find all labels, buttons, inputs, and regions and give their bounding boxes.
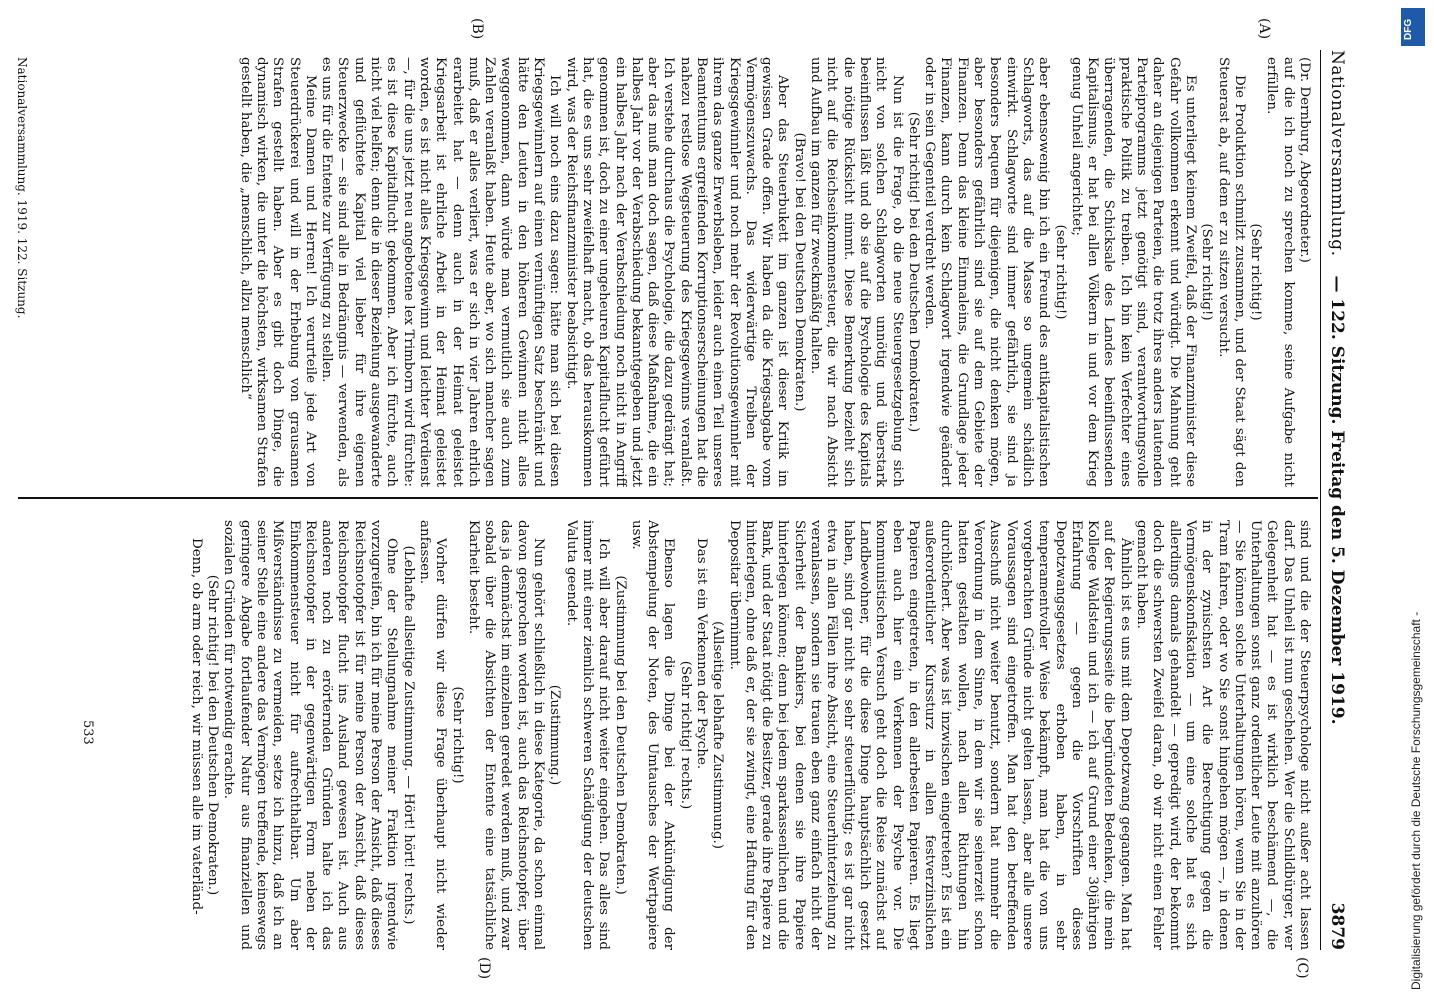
interjection: (Sehr richtig!) <box>449 686 465 784</box>
header-title: Nationalversammlung. <box>1327 50 1347 257</box>
margin-letter-c: (C) <box>1294 957 1310 979</box>
header-page-number: 3879 <box>1327 902 1347 950</box>
paragraph: Nun ist die Frage, ob die neue Steuergesetzgebung sich nicht von solchen Schlagworten unnötig und überstark beeinflussen läßt und ob sie auf die Psychologie des Kapitals die nötige Rücksicht nimmt. Diese Bemerkung bezieht sich nicht auf die Reichseinkommensteuer, die wir nach Absicht und Aufbau im ganzen für zweckmäßig halten. <box>808 57 905 487</box>
funding-note: Digitalisierung gefördert durch die Deutsche Forschungsgemeinschaft - <box>1409 611 1423 990</box>
signature-mark: 533 <box>80 720 95 745</box>
page-header <box>1320 50 1355 950</box>
paragraph: Das ist ein Verkennen der Psyche. <box>694 538 710 770</box>
interjection: (Sehr richtig! rechts.) <box>677 660 693 810</box>
paragraph: Ich will noch eins dazu sagen: hätte man sich bei diesen Kriegsgewinnlern auf einen vernünftigen Satz beschränkt und hätte den Leuten in den höheren Gewinnen nicht alles weggenommen, dann würde man vermutlich sie auch zum Zahlen veranlaßt haben. Heute aber, wo sich mancher sagen muß, daß er alles verliert, was er sich in vier Jahren ehrlich erarbeitet hat — denn auch in der Heimat geleistet Kriegsarbeit ist ehrliche Arbeit in der Heimat geleistet worden, es ist nicht alles Kriegsgewinn und leichter Verdienst —, für die uns jetzt neu angebotene lex Trimborn wird fürchte: es ist diese Kapitalflucht gekommen. Aber ich fürchte, auch nicht viel helfen; denn die in dieser Beziehung ausgewanderte und geflüchtete Kapital viel lieber für ihre eigenen Steuerzwecke — sie sind alle in Bedrängnis — verwenden, als es uns für die Entente zur Verfügung zu stellen. <box>319 57 563 487</box>
paragraph: Ebenso lagen die Dinge bei der Ankündigung der Abstempelung der Noten, des Umtausches der Wertpapiere usw. <box>628 520 677 950</box>
interjection: (Zustimmung bei den Deutschen Demokraten.) <box>612 575 628 895</box>
paragraph: sind und die der Steuerpsychologe nicht außer acht lassen darf. Das Unheil ist nun geschehen. Wer die Schildbürger, wer Gelegenheit hat — es ist wirklich beschämend —, die Unterhaltungen sonst ganz ordentlicher Leute mit anzuhören — Sie können solche Unterhaltungen hören, wenn Sie in der Tram fahren, oder wo Sie sonst hingehen mögen —, in denen in der zynischsten Art die Berechtigung gegen die Vermögenskonfiskation — um eine solche hat es sich allerdings damals gehandelt — gepredigt wird, der bekommt doch die schwersten Zweifel daran, ob wir nicht einen Fehler gemacht haben. <box>1134 520 1312 950</box>
rotated-page <box>10 0 1390 1000</box>
paragraph: Aber das Steuerbukett im ganzen ist dieser Kritik im gewissen Grade offen. Wir haben da die Kriegsabgabe vom Vermögenszuwachs. Das widerwärtige Treiben der Kriegsgewinnler und noch mehr der Revolutionsgewinnler mit ihrem das ganze Erwerbsleben, leider auch einen Teil unseres Beamtentums ergreifenden Korruptionserscheinungen hat die nahezu restlose Wegsteuerung des Kriegsgewinns veranlaßt. Ich verstehe durchaus die Psychologie, die dazu gedrängt hat; aber das muß man doch sagen, daß diese Maßnahme, die ein halbes Jahr vor der Verabschiedung bekanntgegeben und jetzt ein halbes Jahr nach der Verabschiedung noch nicht in Angriff genommen ist, doch zu einer ungeheuren Kapitalflucht geführt hat, die es uns sehr zweifelhaft macht, ob das herauskommen wird, was der Reichsfinanzminister beabsichtigt. <box>563 57 791 487</box>
paragraph: Es unterliegt keinem Zweifel, daß der Finanzminister diese Gefahr vollkommen erkennt und würdigt. Die Mahnung geht daher an diejenigen Parteien, die trotz ihres anders lautenden Parteiprogramms jetzt genötigt sind, verantwortungsvolle praktische Politik zu treiben. Ich bin kein Verfechter eines überragenden, die Schicksale des Landes beeinflussenden Kapitalismus, er hat bei allen Völkern in und vor dem Krieg genug Unheil angerichtet; <box>1068 57 1198 487</box>
speaker-line: (Dr. Dernburg, Abgeordneter.) <box>1297 57 1312 263</box>
page-footer: Nationalversammlung. 1919. 122. Sitzung. <box>15 57 29 319</box>
interjection: (sehr richtig!) <box>1052 224 1068 320</box>
dfg-logo-icon: DFG <box>1401 8 1425 46</box>
paragraph: Meine Damen und Herren! Ich verurteile jede Art von Steuerdrückerei und will in der Erhebung von grausamen Strafen gestellt haben. Aber es gibt doch Dinge, die dynamisch wirken, die unter die höchsten, wirksamen Strafen gestellt haben, die „menschlich, allzu menschlich“ <box>237 57 318 487</box>
left-column <box>12 57 1312 487</box>
paragraph: Die Produktion schmilzt zusammen, und der Staat sägt den Steuerast ab, auf dem er zu sitzen versucht. <box>1215 57 1247 487</box>
paragraph: Ich will aber darauf nicht weiter eingehen. Das alles sind immer mit einer ziemlich schweren Schädigung der deutschen Valuta geendet. <box>563 520 612 950</box>
margin-letter-a: (A) <box>1256 18 1272 40</box>
paragraph: Ähnlich ist es uns mit dem Depotzwang gegangen. Man hat auf der Regierungsseite die begründeten Bedenken, die mein Kollege Waldstein und ich — ich auf Grund einer 30jährigen Erfahrung — gegen die Vorschriften dieses Depotzwangsgesetzes erhoben haben, in sehr temperamentvoller Weise bekämpft, man hat die von uns vorgebrachten Gründe nicht gelten lassen, aber alle unsere Voraussagen sind eingetroffen. Man hat den betreffenden Ausschuß nicht weiter benutzt, sondern hat nunmehr die Verordnung in dem Sinne, in dem wir sie seinerzeit schon hatten gestalten wollen, nach allen Richtungen hin durchlöchert. Aber was ist inzwischen eingetreten? Es ist ein außerordentlicher Kurssturz in allen festverzinslichen Papieren eingetreten, in den allerbesten Papieren. Es liegt eben auch hier ein Verkennen der Psyche vor. Die kommunistischen Versuch geht doch die Reise zunächst auf Landbewohner, für die diese Dinge hauptsächlich gesetzt haben, sind gar nicht so sehr steuerflüchtig; es ist gar nicht etwa in allen Fällen ihre Absicht, eine Steuerhinterziehung zu veranlassen, sondern sie trauen eben ganz einfach nicht der Sicherheit der Bankiers, bei denen sie ihre Papiere hinterlegen können; denn bei jedem sparkassenlichen und die Bank, und der Staat nötigt die Besitzer, gerade ihre Papiere zu hinterlegen, ohne daß er, der sie zwingt, eine Haftung für den Depositar übernimmt. <box>726 520 1133 950</box>
paragraph: Nun gehört schließlich in diese Kategorie, da schon einmal davon gesprochen worden ist, auch das Reichsnotopfer, über das ja demnächst im einzelnen geredet werden muß, und zwar sobald über die Absichten der Entente eine tatsächliche Klarheit besteht. <box>465 520 547 950</box>
interjection: (Sehr richtig!) <box>1248 223 1264 321</box>
margin-letter-d: (D) <box>476 957 492 980</box>
digitization-sidenote <box>1397 0 1434 1000</box>
interjection: (Sehr richtig! bei den Deutschen Demokraten.) <box>905 111 921 433</box>
interjection: (Allseitige lebhafte Zustimmung.) <box>710 620 726 850</box>
paragraph: auf die ich noch zu sprechen komme, seine Aufgabe nicht erfüllen. <box>1264 57 1296 487</box>
header-session-date: — 122. Sitzung. Freitag den 5. Dezember 1919. <box>1327 275 1347 725</box>
margin-letter-b: (B) <box>469 18 485 40</box>
right-column <box>12 520 1312 950</box>
interjection: (Sehr richtig!) <box>1199 223 1215 321</box>
column-divider <box>18 497 1318 499</box>
paragraph: aber ebensowenig bin ich ein Freund des antikapitalistischen Schlagworts, das auf die Masse so ungemein schädlich einwirkt. Schlagworte sind immer gefährlich, sie sind ja besonders bequem für diejenigen, die nicht denken mögen, aber besonders gefährlich sind sie auf dem Gebiete der Finanzen. Denn das kleine Einmaleins, die Grundlage jeder Finanzen, kann durch kein Schlagwort irgendwie geändert oder in sein Gegenteil verdreht werden. <box>922 57 1052 487</box>
interjection: (Sehr richtig! bei den Deutschen Demokraten.) <box>205 574 221 896</box>
interjection: (Lebhafte allseitige Zustimmung. — Hört! hört! rechts.) <box>400 545 416 925</box>
paragraph: Denn, ob arm oder reich, wir müssen alle im vaterländ- <box>188 538 204 915</box>
paragraph: Ohne der Stellungnahme meiner Fraktion irgendwie vorzugreifen, bin ich für meine Person der Ansicht, daß dieses Reichsnotopfer ist für meine Person der Ansicht, daß dieses Reichsnotopfer flucht ins Ausland gewesen ist. Auch aus anderen noch zu erörternden Gründen halte ich das Reichsnotopfer in der gegenwärtigen Form neben der Einkommensteuer nicht für aufrechthaltbar. Um aber Mißverständnisse zu vermeiden, setze ich hinzu, daß ich an seiner Stelle eine andere das Vermögen treffende, keineswegs geringere Abgabe fortlaufender Natur aus finanziellen und sozialen Gründen für notwendig erachte. <box>221 520 400 950</box>
interjection: (Bravo! bei den Deutschen Demokraten.) <box>791 132 807 412</box>
paragraph: Vorher dürfen wir diese Frage überhaupt nicht wieder anfassen. <box>416 520 449 950</box>
interjection: (Zustimmung.) <box>547 684 563 786</box>
